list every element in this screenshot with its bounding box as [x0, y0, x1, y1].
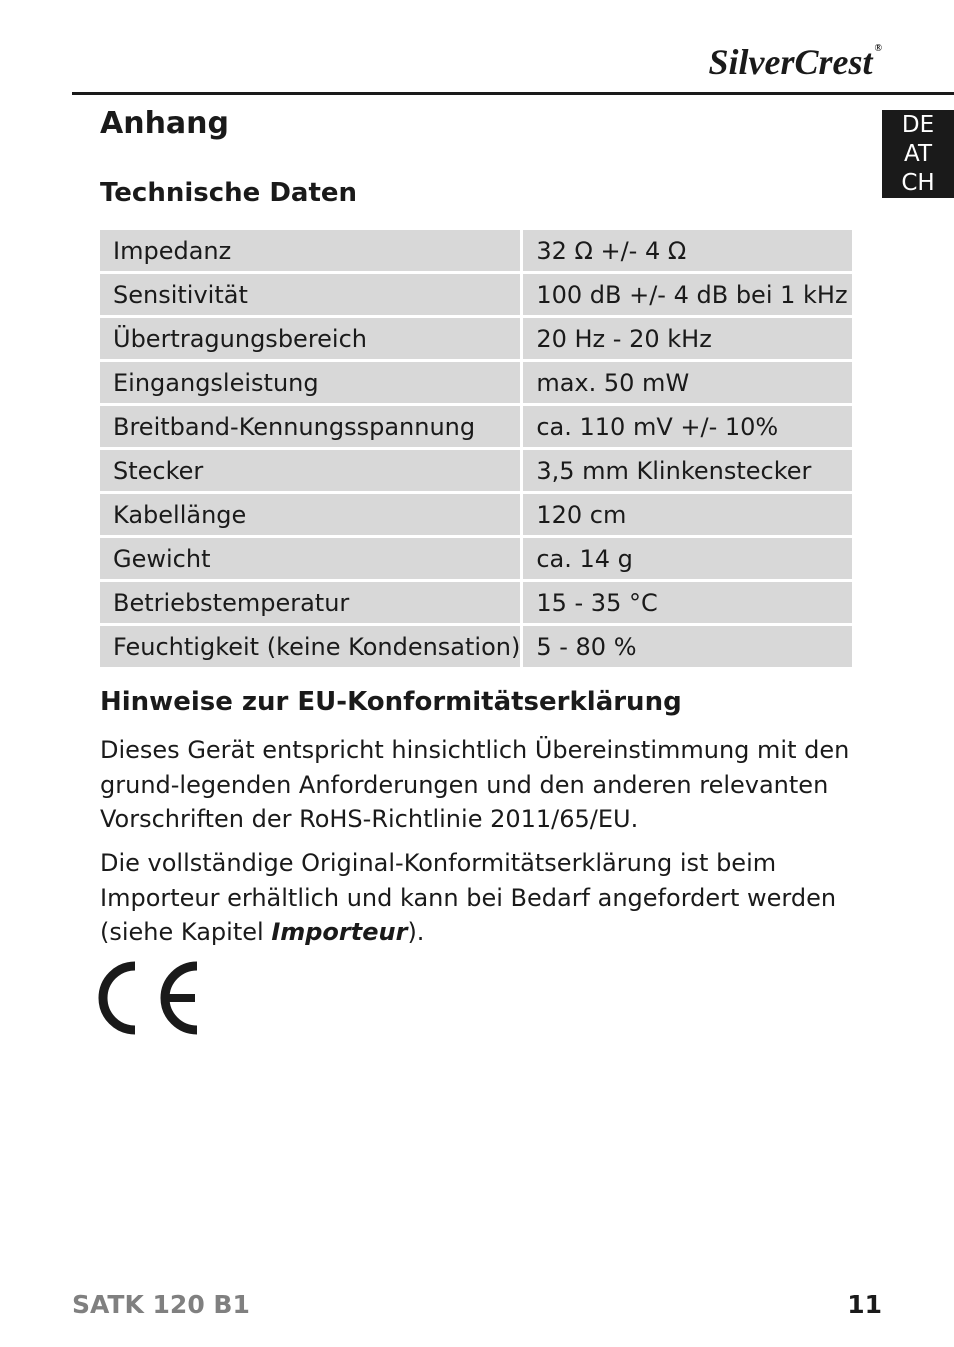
spec-label: Sensitivität [100, 274, 523, 318]
spec-value: ca. 110 mV +/- 10% [523, 406, 852, 450]
spec-label: Stecker [100, 450, 523, 494]
table-row [100, 274, 852, 318]
spec-label: Betriebstemperatur [100, 582, 523, 626]
lang-at: AT [904, 141, 932, 167]
spec-label: Breitband-Kennungsspannung [100, 406, 523, 450]
brand-logo: SilverCrest ® [708, 42, 882, 82]
spec-value: max. 50 mW [523, 362, 852, 406]
lang-de: DE [901, 112, 935, 138]
table-row [100, 318, 852, 362]
spec-value: 120 cm [523, 494, 852, 538]
tech-data-title: Technische Daten [100, 178, 358, 208]
ce-mark-icon [97, 958, 205, 1038]
table-row [100, 494, 852, 538]
table-row [100, 538, 852, 582]
table-row [100, 362, 852, 406]
table-row [100, 626, 852, 670]
language-tab [882, 110, 954, 198]
page-number: 11 [847, 1290, 882, 1319]
header-rule [72, 92, 954, 95]
table-row [100, 406, 852, 450]
table-row [100, 582, 852, 626]
table-row [100, 450, 852, 494]
spec-value: ca. 14 g [523, 538, 852, 582]
spec-label: Gewicht [100, 538, 523, 582]
spec-value: 32 Ω +/- 4 Ω [523, 230, 852, 274]
spec-value: 15 - 35 °C [523, 582, 852, 626]
spec-label: Übertragungsbereich [100, 318, 523, 362]
footer-model: SATK 120 B1 [72, 1290, 250, 1319]
spec-label: Eingangsleistung [100, 362, 523, 406]
importeur-reference: Importeur [271, 918, 408, 946]
table-row [100, 230, 852, 274]
spec-label: Impedanz [100, 230, 523, 274]
eu-paragraph-2: Die vollständige Original-Konformitätserklärung ist beim Importeur erhältlich und kann bei Bedarf angefordert werden (siehe Kapitel Importeur). [100, 849, 837, 946]
eu-conformity-title: Hinweise zur EU-Konformitätserklärung [100, 687, 682, 717]
eu-paragraph-1: Dieses Gerät entspricht hinsichtlich Übereinstimmung mit den grund-legenden Anforderungen und den anderen relevanten Vorschriften der RoHS-Richtlinie 2011/65/EU. [100, 736, 850, 833]
lang-ch: CH [901, 170, 935, 196]
spec-label: Kabellänge [100, 494, 523, 538]
spec-table [100, 230, 852, 670]
spec-value: 20 Hz - 20 kHz [523, 318, 852, 362]
spec-value: 100 dB +/- 4 dB bei 1 kHz [523, 274, 852, 318]
page-heading: Anhang [100, 106, 230, 141]
spec-value: 5 - 80 % [523, 626, 852, 670]
spec-label: Feuchtigkeit (keine Kondensation) [100, 626, 523, 670]
spec-value: 3,5 mm Klinkenstecker [523, 450, 852, 494]
